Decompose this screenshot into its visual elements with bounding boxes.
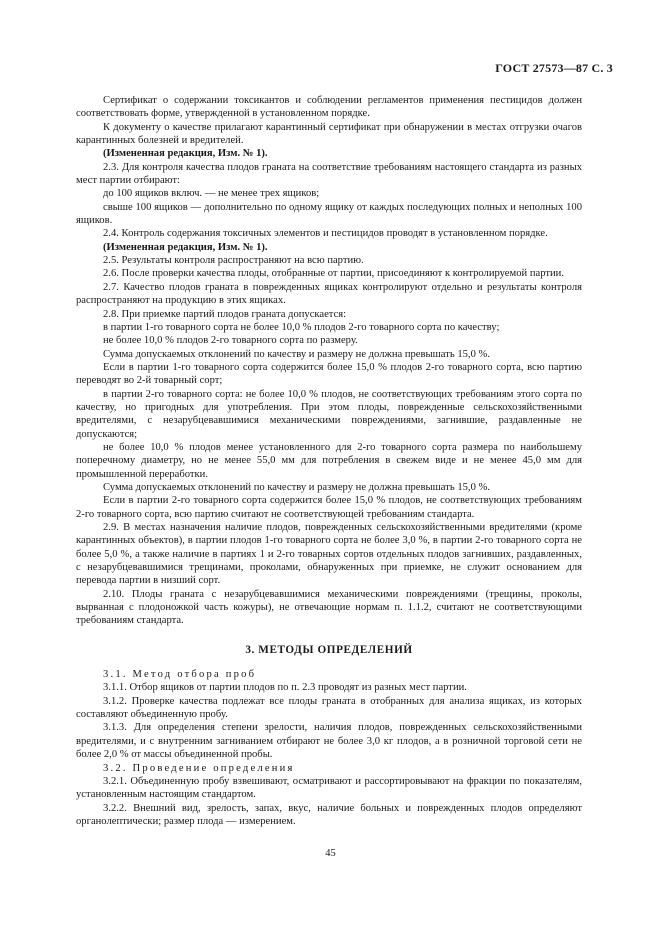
amendment-note: (Измененная редакция, Изм. № 1). — [103, 148, 268, 160]
standard-header: ГОСТ 27573—87 С. 3 — [495, 61, 613, 75]
clause-3-2-1: 3.2.1. Объединенную пробу взвешивают, осматривают и рассортировывают на фракции по показателям, установленным настоящим стандартом. — [76, 775, 582, 801]
paragraph: в партии 2-го товарного сорта: не более 10,0 % плодов, не соответствующих требованиям этого сорта по качеству, но пригодных для употребления. При этом плоды, поврежденные сельскохозяйственными вредителями, с незарубцевавшимися механическими повреждениями, загнившие, раздавленные не допускаются; — [76, 388, 582, 440]
clause-2-5: 2.5. Результаты контроля распространяют на всю партию. — [103, 255, 364, 267]
clause-2-9: 2.9. В местах назначения наличие плодов, поврежденных сельскохозяйственными вредителями (кроме карантинных объектов), в партии плодов 1-го товарного сорта не более 3,0 %, в партии 2-го товарного сорта не более 5,0 %, а также наличие в партиях 1 и 2-го товарных сортов отдельных плодов загнивших, раздавленных, с незарубцевавшимися трещинами, проколами, обнаруженных при приемке, не служит основанием для перевода партии в низший сорт. — [76, 522, 582, 587]
clause-2-3: 2.3. Для контроля качества плодов граната на соответствие требованиям настоящего стандарта из разных мест партии отбирают: — [76, 161, 582, 187]
amendment-note: (Измененная редакция, Изм. № 1). — [103, 241, 268, 253]
clause-3-1-3: 3.1.3. Для определения степени зрелости, наличия плодов, поврежденных сельскохозяйственными вредителями, и с внутренним загниванием отбирают не более 3,0 кг плодов, а в розничной торговой сети не более 2,0 % от массы объединенной пробы. — [76, 722, 582, 761]
clause-3-1-2: 3.1.2. Проверке качества подлежат все плоды граната в отобранных для анализа ящиках, из которых составляют объединенную пробу. — [76, 695, 582, 721]
clause-3-1: 3.1. Метод отбора проб — [103, 669, 257, 681]
paragraph: Сумма допускаемых отклонений по качеству и размеру не должна превышать 15,0 %. — [103, 481, 490, 493]
list-item: до 100 ящиков включ. — не менее трех ящиков; — [103, 188, 320, 200]
clause-3-1-1: 3.1.1. Отбор ящиков от партии плодов по п. 2.3 проводят из разных мест партии. — [103, 682, 467, 694]
clause-2-8: 2.8. При приемке партий плодов граната допускается: — [103, 308, 347, 320]
clause-2-7: 2.7. Качество плодов граната в поврежденных ящиках контролируют отдельно и результаты контроля распространяют на продукцию в этих ящиках. — [76, 281, 582, 307]
paragraph-quarantine: К документу о качестве прилагают карантинный сертификат при обнаружении в местах отгрузки очагов карантинных болезней и вредителей. — [76, 121, 582, 147]
clause-3-2-2: 3.2.2. Внешний вид, зрелость, запах, вкус, наличие больных и поврежденных плодов определяют органолептически; размер плода — измерением. — [76, 802, 582, 827]
paragraph: Если в партии 1-го товарного сорта содержится более 15,0 % плодов 2-го товарного сорта, всю партию переводят во 2-й товарный сорт; — [76, 361, 582, 387]
paragraph: Если в партии 2-го товарного сорта содержится более 15,0 % плодов, не соответствующих требованиям 2-го товарного сорта, всю партию считают не соответствующей требованиям стандарта. — [76, 495, 582, 520]
paragraph: Сумма допускаемых отклонений по качеству и размеру не должна превышать 15,0 %. — [103, 348, 490, 360]
section-title: 3. МЕТОДЫ ОПРЕДЕЛЕНИЙ — [245, 643, 413, 656]
document-body — [76, 94, 582, 828]
list-item: свыше 100 ящиков — дополнительно по одному ящику от каждых последующих полных и неполных 100 ящиков. — [76, 201, 582, 227]
paragraph: не более 10,0 % плодов менее установленного для 2-го товарного сорта размера по наибольшему поперечному диаметру, но не менее 55,0 мм для потребления в свежем виде и не менее 45,0 мм для промышленной переработки. — [76, 441, 582, 480]
list-item: не более 10,0 % плодов 2-го товарного сорта по размеру. — [103, 335, 358, 347]
clause-2-6: 2.6. После проверки качества плоды, отобранные от партии, присоединяют к контролируемой партии. — [103, 268, 564, 280]
paragraph-certificate: Сертификат о содержании токсикантов и соблюдении регламентов применения пестицидов должен соответствовать форме, утвержденной в установленном порядке. — [76, 95, 582, 120]
clause-2-4: 2.4. Контроль содержания токсичных элементов и пестицидов проводят в установленном порядке. — [103, 228, 548, 240]
page-number: 45 — [325, 848, 336, 859]
clause-3-2: 3.2. Проведение определения — [103, 762, 295, 774]
clause-2-10: 2.10. Плоды граната с незарубцевавшимися механическими повреждениями (трещины, проколы, вырванная с плодоножкой часть кожуры), не отвечающие нормам п. 1.1.2, считают не соответствующими требованиям стандарта. — [76, 588, 582, 627]
list-item: в партии 1-го товарного сорта не более 10,0 % плодов 2-го товарного сорта по качеству; — [103, 321, 500, 333]
